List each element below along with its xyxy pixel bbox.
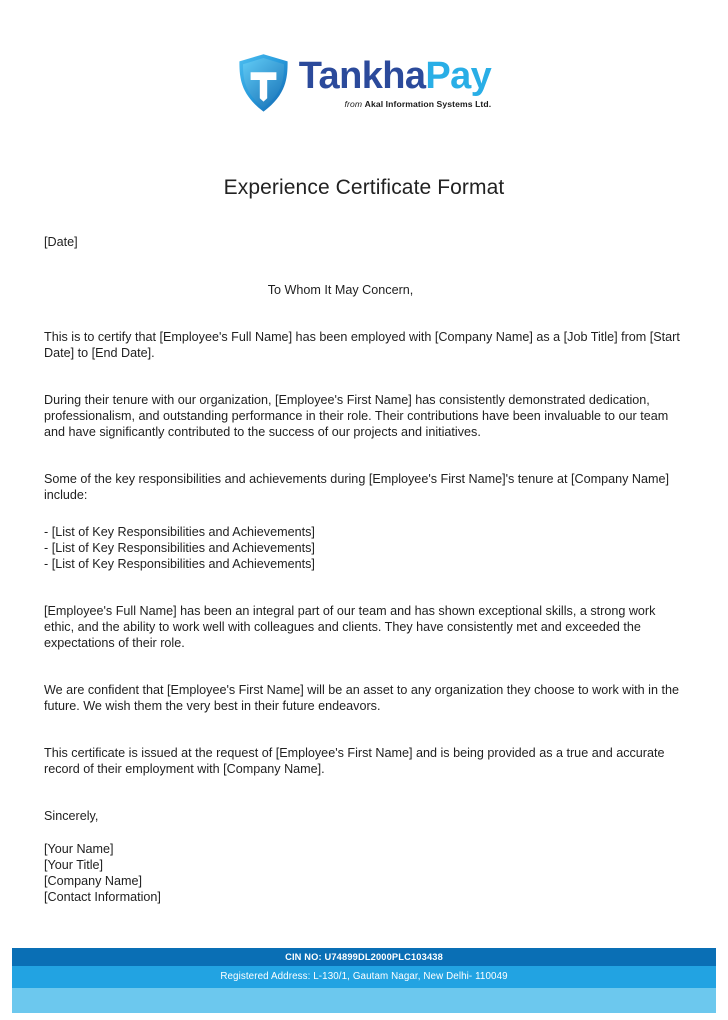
signature-your-title: [Your Title]: [44, 858, 104, 872]
wordmark-pay: Pay: [425, 55, 492, 97]
paragraph-responsibilities-intro: Some of the key responsibilities and achievements during [Employee's First Name]'s tenure at [Company Name] include:: [44, 472, 669, 502]
signature-contact-information: [Contact Information]: [44, 890, 161, 904]
tagline-prefix: from: [344, 99, 363, 109]
paragraph-issued-request: This certificate is issued at the request of [Employee's First Name] and is being provided as a true and accurate record of their employment with [Company Name].: [44, 746, 665, 776]
shield-t-icon: [237, 53, 290, 113]
closing-salutation: Sincerely,: [44, 809, 99, 823]
paragraph-tenure: During their tenure with our organization, [Employee's First Name] has consistently demonstrated dedication, professionalism, and outstanding performance in their role. Their contributions have been invaluable to our team and have significantly contributed to the success of our projects and initiatives.: [44, 393, 669, 439]
signature-company-name: [Company Name]: [44, 874, 142, 888]
document-body: [44, 234, 683, 905]
footer-address-line: Registered Address: L-130/1, Gautam Nagar, New Delhi- 110049: [12, 966, 716, 988]
wordmark-tankha: Tankha: [298, 55, 426, 97]
brand-header: [0, 52, 728, 113]
paragraph-certify: This is to certify that [Employee's Full Name] has been employed with [Company Name] as a [Job Title] from [Start Date] to [End Date].: [44, 330, 680, 360]
responsibilities-list: [44, 503, 683, 572]
brand-wordmark: [299, 57, 491, 95]
brand-tagline: [345, 100, 492, 109]
logo: [237, 52, 491, 113]
wordmark-group: [299, 52, 491, 109]
page-footer: [12, 948, 716, 1013]
salutation: To Whom It May Concern,: [267, 283, 414, 297]
tagline-company: Akal Information Systems Ltd.: [364, 99, 492, 109]
list-item: - [List of Key Responsibilities and Achievements]: [44, 557, 315, 571]
signature-block: [44, 824, 683, 905]
paragraph-confidence: We are confident that [Employee's First Name] will be an asset to any organization they choose to work with in the future. We wish them the very best in their future endeavors.: [44, 683, 679, 713]
signature-your-name: [Your Name]: [44, 842, 114, 856]
footer-cin-line: CIN NO: U74899DL2000PLC103438: [12, 948, 716, 966]
date-placeholder: [Date]: [44, 235, 78, 249]
page-title: Experience Certificate Format: [223, 176, 505, 199]
footer-accent-band: [12, 988, 716, 1013]
list-item: - [List of Key Responsibilities and Achievements]: [44, 525, 315, 539]
paragraph-integral-part: [Employee's Full Name] has been an integral part of our team and has shown exceptional skills, a strong work ethic, and the ability to work well with colleagues and clients. They have consistently met and exceeded the expectations of their role.: [44, 604, 656, 650]
list-item: - [List of Key Responsibilities and Achievements]: [44, 541, 315, 555]
